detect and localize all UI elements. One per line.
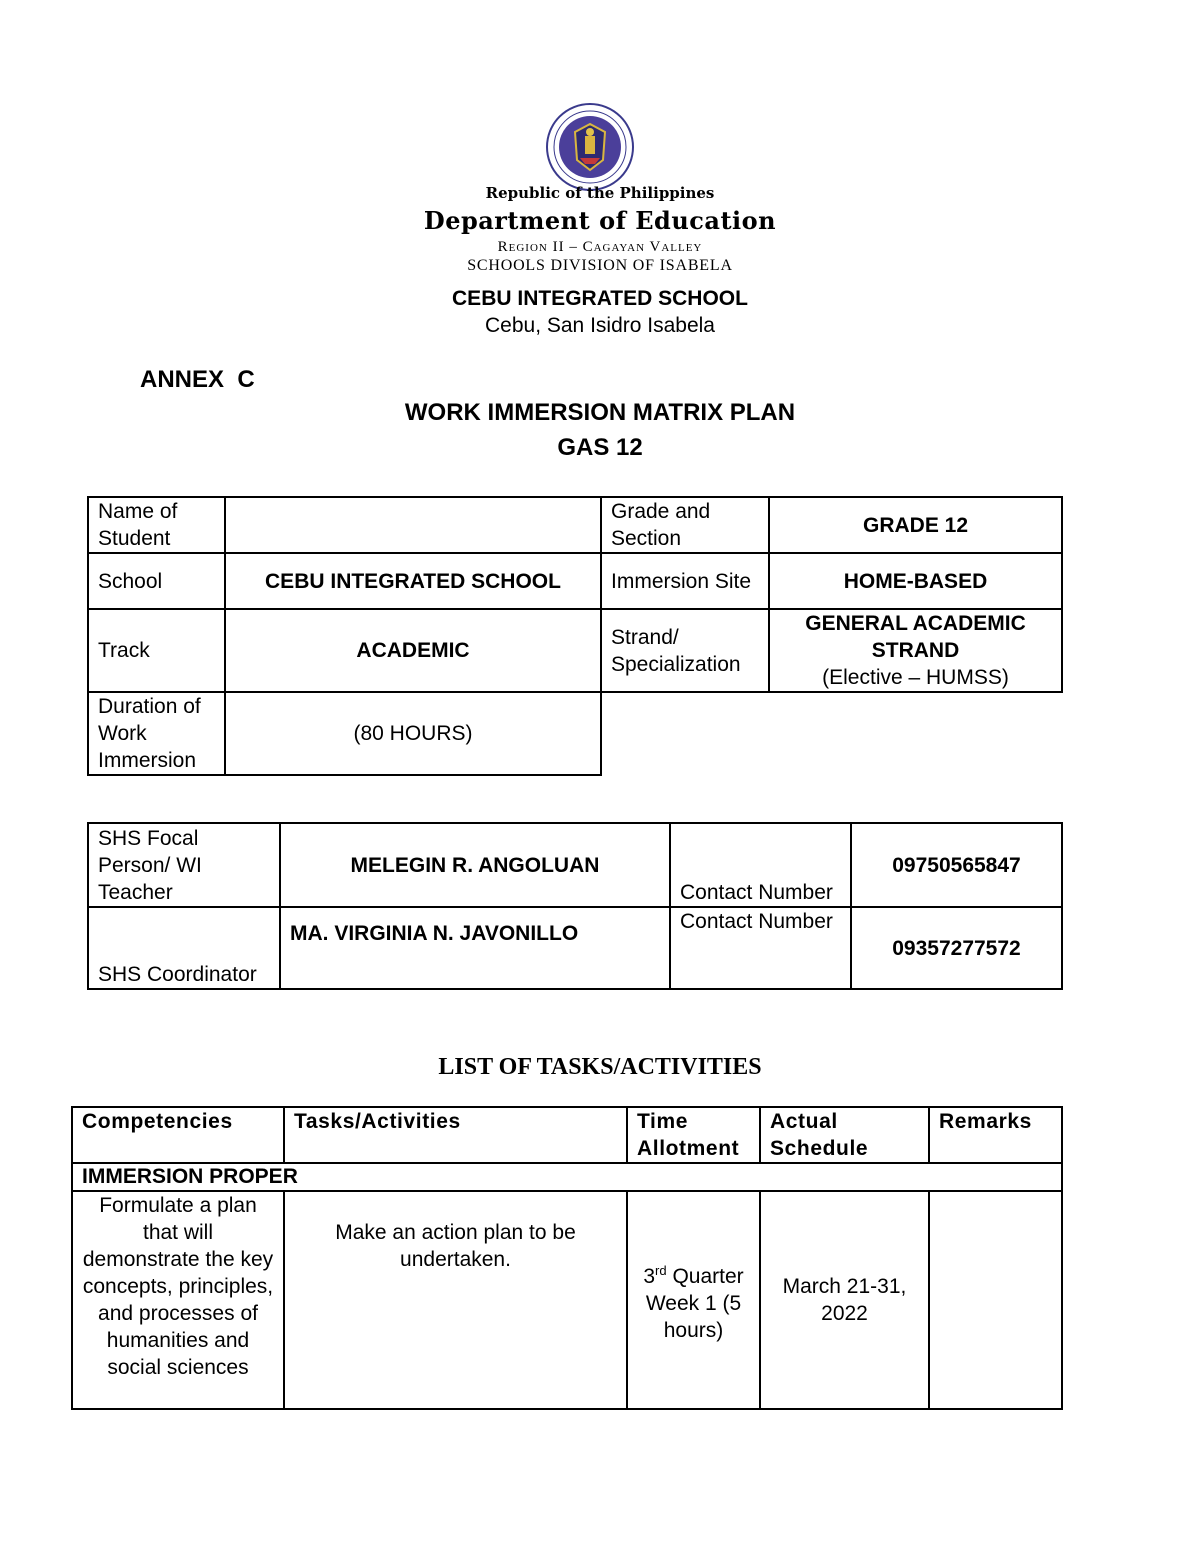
time-rest: Quarter Week 1 (5 hours)	[645, 1264, 744, 1342]
school-label: School	[88, 553, 225, 609]
name-label: Name of Student	[88, 497, 225, 553]
document-title: WORK IMMERSION MATRIX PLAN	[404, 399, 796, 426]
header-competencies: Competencies	[72, 1107, 284, 1163]
track-label: Track	[88, 609, 225, 692]
document-subtitle: GAS 12	[557, 434, 643, 461]
focal-name: MELEGIN R. ANGOLUAN	[280, 823, 670, 907]
region-line: Region II – Cagayan Valley	[497, 239, 703, 255]
time-cell	[627, 1191, 760, 1409]
header-remarks: Remarks	[929, 1107, 1062, 1163]
coord-contact-label: Contact Number	[670, 907, 851, 989]
focal-contact: 09750565847	[851, 823, 1062, 907]
coord-contact: 09357277572	[851, 907, 1062, 989]
header-schedule: Actual Schedule	[760, 1107, 929, 1163]
focal-label: SHS Focal Person/ WI Teacher	[88, 823, 280, 907]
task-cell: Make an action plan to be undertaken.	[284, 1191, 627, 1409]
student-info-table	[87, 496, 1063, 776]
department-name: Department of Education	[423, 206, 777, 235]
coord-name: MA. VIRGINIA N. JAVONILLO	[280, 907, 670, 989]
header-time: Time Allotment	[627, 1107, 760, 1163]
empty-cell	[601, 692, 1062, 775]
grade-label: Grade and Section	[601, 497, 769, 553]
grade-value: GRADE 12	[769, 497, 1062, 553]
table-row	[72, 1191, 1062, 1409]
tasks-title: LIST OF TASKS/ACTIVITIES	[438, 1054, 762, 1080]
division-line: SCHOOLS DIVISION OF ISABELA	[467, 257, 733, 274]
duration-value: (80 HOURS)	[225, 692, 601, 775]
contacts-table	[87, 822, 1063, 990]
section-immersion-proper: IMMERSION PROPER	[72, 1163, 1062, 1191]
republic-line: Republic of the Philippines	[485, 184, 715, 202]
strand-value	[769, 609, 1062, 692]
strand-label: Strand/ Specialization	[601, 609, 769, 692]
coord-label: SHS Coordinator	[88, 907, 280, 989]
focal-contact-label: Contact Number	[670, 823, 851, 907]
track-value: ACADEMIC	[225, 609, 601, 692]
name-value	[225, 497, 601, 553]
header-tasks: Tasks/Activities	[284, 1107, 627, 1163]
remarks-cell	[929, 1191, 1062, 1409]
school-name: CEBU INTEGRATED SCHOOL	[452, 287, 748, 310]
strand-name: GENERAL ACADEMIC STRAND	[805, 612, 1026, 662]
school-value: CEBU INTEGRATED SCHOOL	[225, 553, 601, 609]
school-address: Cebu, San Isidro Isabela	[485, 314, 715, 337]
deped-seal-icon	[545, 102, 635, 192]
site-value: HOME-BASED	[769, 553, 1062, 609]
strand-note: (Elective – HUMSS)	[822, 666, 1009, 689]
competency-cell: Formulate a plan that will demonstrate the key concepts, principles, and processes of humanities and social sciences	[72, 1191, 284, 1409]
duration-label: Duration of Work Immersion	[88, 692, 225, 775]
time-ordinal: rd	[655, 1262, 667, 1278]
schedule-cell: March 21-31, 2022	[760, 1191, 929, 1409]
annex-label: ANNEX C	[140, 366, 255, 393]
tasks-table	[71, 1106, 1063, 1410]
site-label: Immersion Site	[601, 553, 769, 609]
time-number: 3	[643, 1264, 656, 1288]
